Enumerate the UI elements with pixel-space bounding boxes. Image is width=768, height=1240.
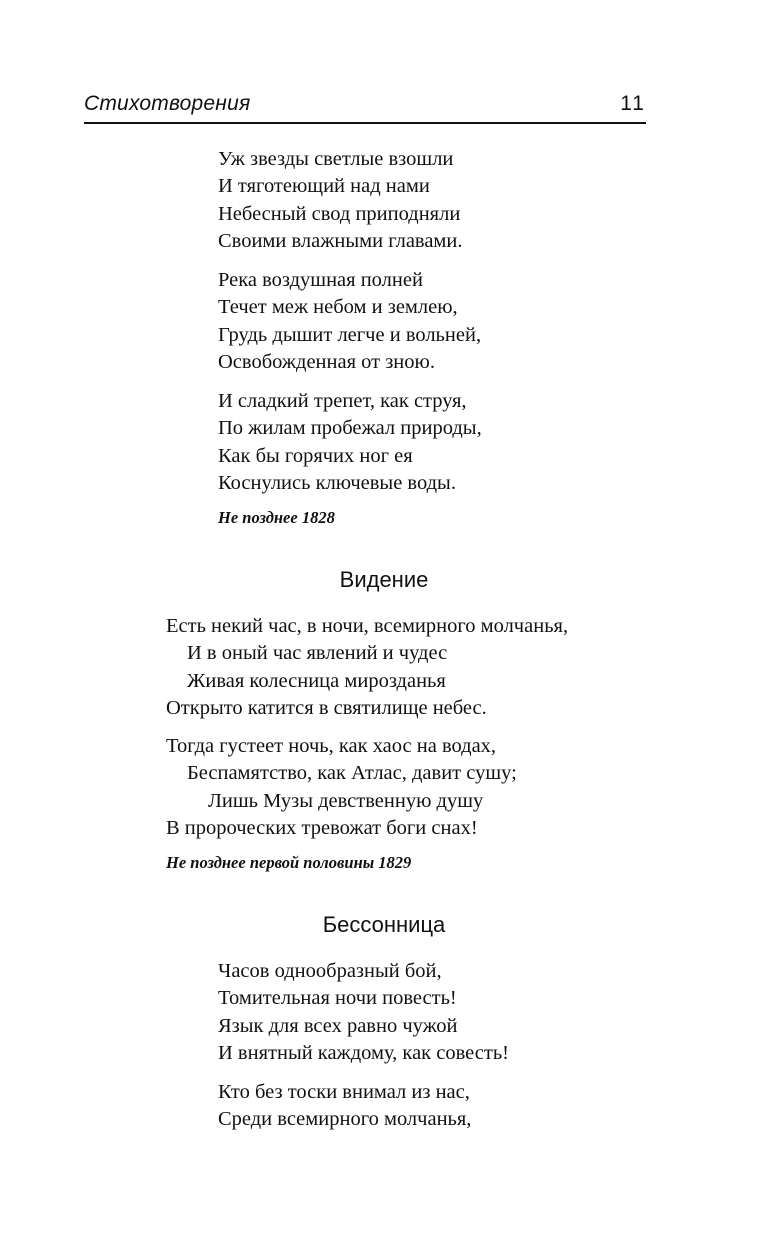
poem-line: И тяготеющий над нами xyxy=(218,175,430,198)
poem1-stanza-1 xyxy=(218,146,463,255)
poem-line: Река воздушная полней xyxy=(218,269,423,291)
page-number: 11 xyxy=(620,92,646,115)
poem3-stanza-1 xyxy=(218,958,509,1067)
running-header xyxy=(84,90,646,124)
poem-line: Своими влажными главами. xyxy=(218,229,463,252)
poem-line: Томительная ночи повесть! xyxy=(218,987,457,1010)
poem-line: Течет меж небом и землею, xyxy=(218,296,458,319)
poem-line: По жилам пробежал природы, xyxy=(218,417,482,440)
poem-line: Тогда густеет ночь, как хаос на водах, xyxy=(166,735,497,757)
poem1-stanza-3 xyxy=(218,388,482,497)
poem1-date: Не позднее 1828 xyxy=(218,508,335,527)
poem-line: Грудь дышит легче и вольней, xyxy=(218,323,482,346)
poem-line: Как бы горячих ног ея xyxy=(218,444,413,467)
poem-line: Открыто катится в святилище небес. xyxy=(166,696,487,719)
poem-line: В пророческих тревожат боги снах! xyxy=(166,816,478,839)
poem-line: И в оный час явлений и чудес xyxy=(187,642,448,665)
poem2-stanza-1 xyxy=(166,613,568,722)
poem-line: Часов однообразный бой, xyxy=(218,960,442,982)
poem-line: Язык для всех равно чужой xyxy=(218,1014,458,1037)
poem-line: Небесный свод приподняли xyxy=(218,202,461,225)
poem2-stanza-2 xyxy=(166,733,517,842)
poem-line: Лишь Музы девственную душу xyxy=(208,789,484,812)
poem-line: И сладкий трепет, как струя, xyxy=(218,390,467,412)
poem-line: И внятный каждому, как совесть! xyxy=(218,1041,510,1064)
poem-line: Среди всемирного молчанья, xyxy=(218,1108,472,1131)
poem3-title: Бессонница xyxy=(322,912,446,937)
poem-line: Кто без тоски внимал из нас, xyxy=(218,1081,470,1103)
poem-line: Уж звезды светлые взошли xyxy=(218,148,454,170)
poem-line: Коснулись ключевые воды. xyxy=(218,471,456,494)
poem1-stanza-2 xyxy=(218,267,481,376)
poem-line: Живая колесница мирозданья xyxy=(187,669,446,692)
poem2-date: Не позднее первой половины 1829 xyxy=(166,853,412,872)
poem-line: Освобожденная от зною. xyxy=(218,350,435,373)
poem3-stanza-2 xyxy=(218,1079,471,1134)
poem-line: Беспамятство, как Атлас, давит сушу; xyxy=(187,762,517,785)
poem-line: Есть некий час, в ночи, всемирного молчанья, xyxy=(166,615,569,637)
running-title: Стихотворения xyxy=(84,92,251,115)
poem2-title: Видение xyxy=(339,567,429,592)
